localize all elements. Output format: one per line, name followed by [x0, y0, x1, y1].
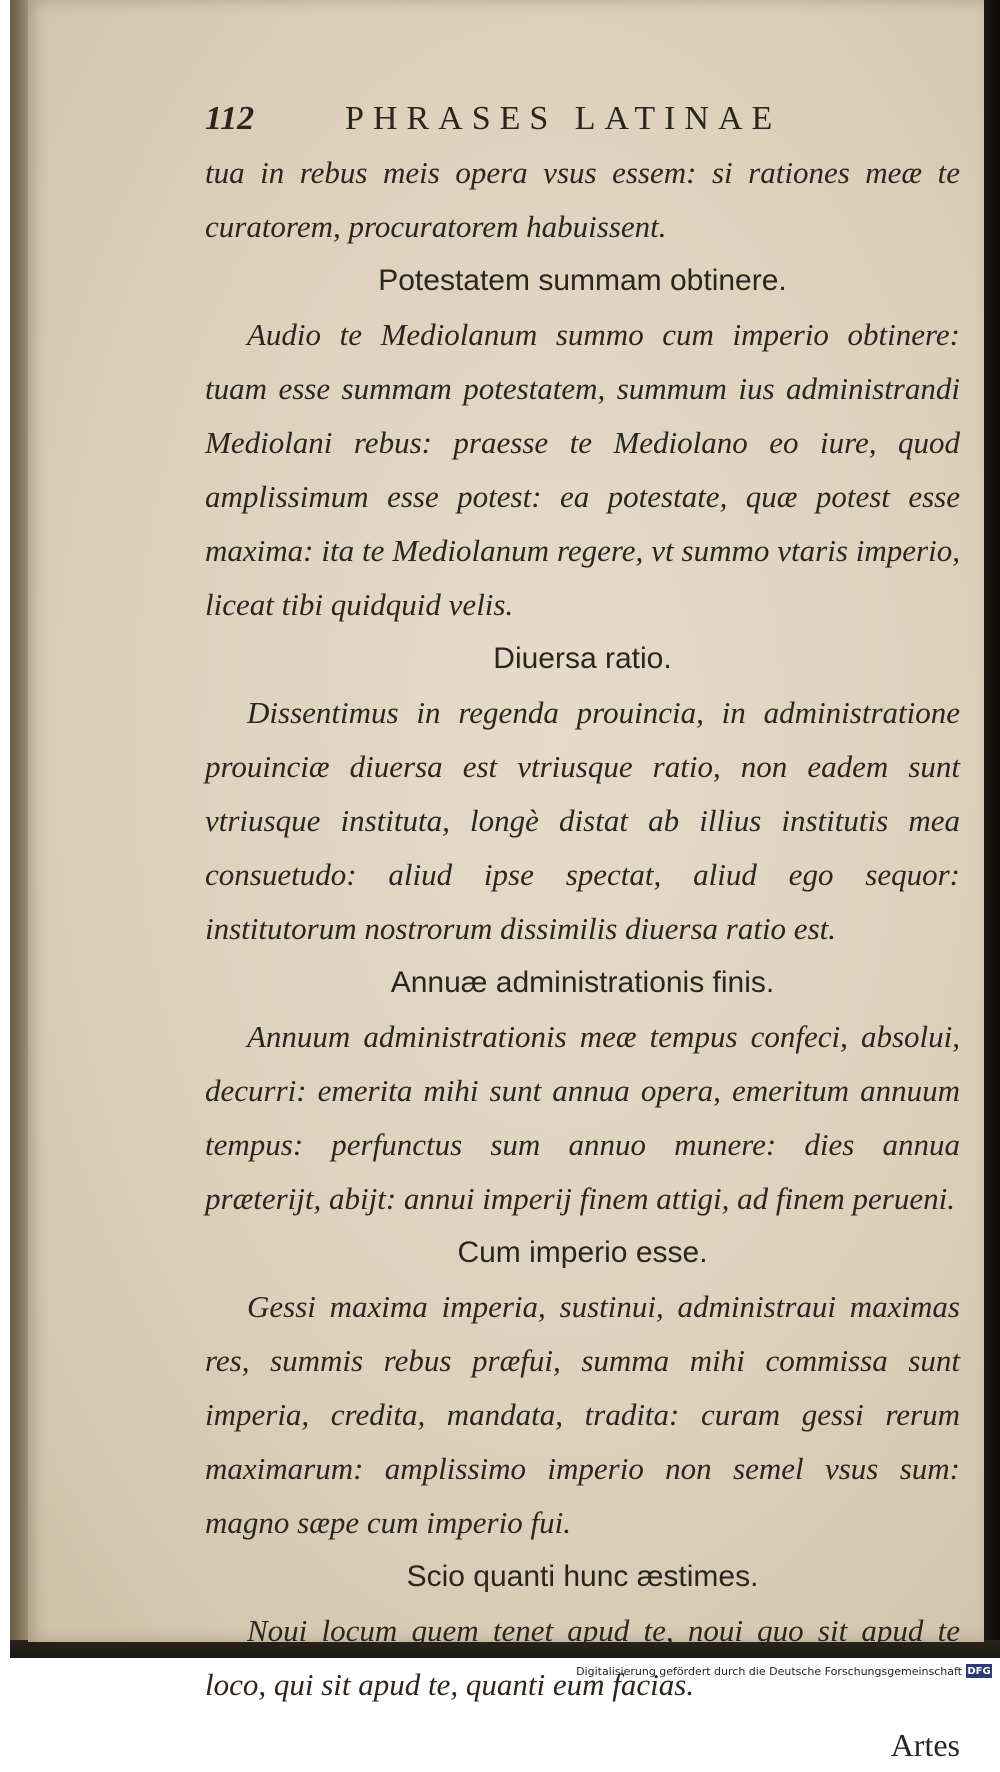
section-heading: Diuersa ratio.	[493, 642, 672, 675]
paragraph: Gessi maxima imperia, sustinui, administraui maximas res, summis rebus præfui, summa mihi commissa sunt imperia, credita, mandata, tradita: curam gessi rerum maximarum: amplissimo imperio non semel vsus sum: magno sæpe cum imperio fui.	[205, 1289, 960, 1540]
funding-credit: Digitalisierung gefördert durch die Deutsche Forschungsgemeinschaft	[576, 1664, 962, 1678]
page-content	[205, 100, 960, 1772]
right-edge-shadow	[984, 0, 1000, 1650]
running-title: PHRASES LATINAE	[345, 100, 782, 137]
paragraph: Annuum administrationis meæ tempus confeci, absolui, decurri: emerita mihi sunt annua opera, emeritum annuum tempus: perfunctus sum annuo munere: dies annua præterijt, abijt: annui imperij finem attigi, ad finem perueni.	[205, 1019, 960, 1216]
section-heading: Cum imperio esse.	[457, 1236, 708, 1269]
paragraph: Dissentimus in regenda prouincia, in administratione prouinciæ diuersa est vtriusque ratio, non eadem sunt vtriusque instituta, longè distat ab illius institutis mea consuetudo: aliud ipse spectat, aliud ego sequor: institutorum nostrorum dissimilis diuersa ratio est.	[205, 695, 960, 946]
digitization-footer	[0, 1660, 1000, 1682]
section-heading: Annuæ administrationis finis.	[390, 966, 775, 999]
page-header	[205, 100, 960, 146]
paragraph: tua in rebus meis opera vsus essem: si rationes meæ te curatorem, procuratorem habuissent.	[205, 155, 960, 244]
dfg-logo-icon: DFG	[967, 1665, 991, 1677]
section-heading: Scio quanti hunc æstimes.	[406, 1560, 759, 1593]
section-heading: Potestatem summam obtinere.	[378, 264, 787, 297]
paragraph: Noui locum quem tenet apud te, noui quo sit apud te loco, qui sit apud te, quanti eum facias.	[205, 1613, 960, 1702]
paragraph: Audio te Mediolanum summo cum imperio obtinere: tuam esse summam potestatem, summum ius administrandi Mediolani rebus: praesse te Mediolano eo iure, quod amplissimum esse potest: ea potestate, quæ potest esse maxima: ita te Mediolanum regere, vt summo vtaris imperio, liceat tibi quidquid velis.	[205, 317, 960, 622]
page-number: 112	[205, 100, 255, 137]
catchword: Artes	[890, 1727, 960, 1763]
